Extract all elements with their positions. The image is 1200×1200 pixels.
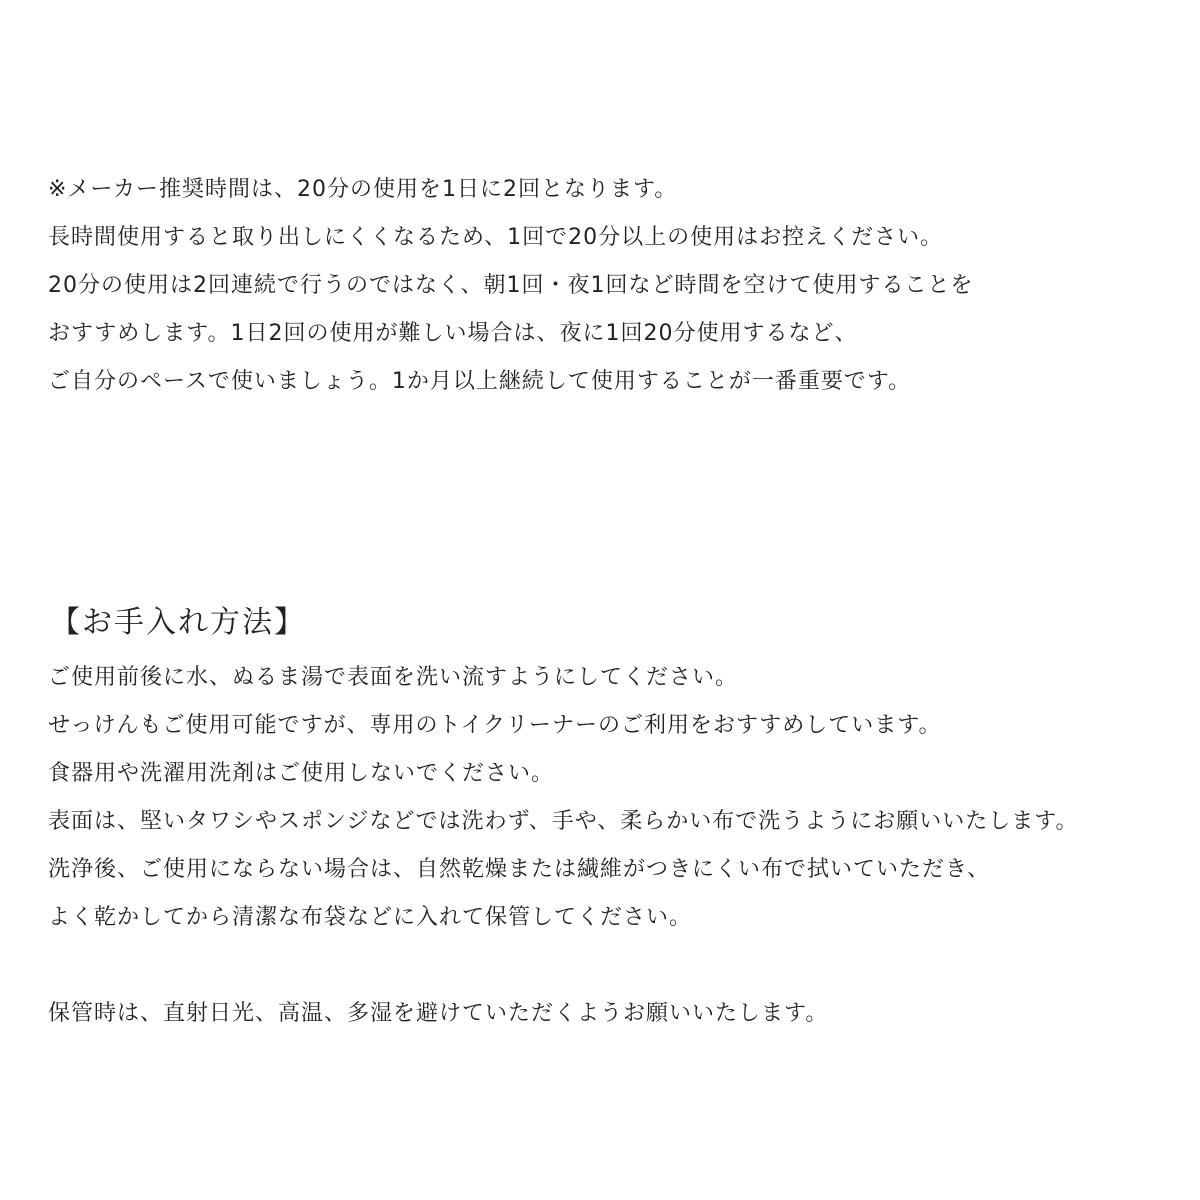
care-heading: 【お手入れ方法】 [50, 605, 306, 640]
usage-line-1: ※メーカー推奨時間は、20分の使用を1日に2回となります。 [48, 177, 678, 202]
care-line-4: 表面は、堅いタワシやスポンジなどでは洗わず、手や、柔らかい布で洗うようにお願いいたします。 [48, 809, 1079, 834]
paragraph-spacer [48, 942, 1193, 990]
care-line-3: 食器用や洗濯用洗剤はご使用しないでください。 [48, 761, 555, 786]
care-line-5: 洗浄後、ご使用にならない場合は、自然乾燥または繊維がつきにくい布で拭いていただき、 [48, 857, 991, 882]
storage-note: 保管時は、直射日光、高温、多湿を避けていただくようお願いいたします。 [48, 1001, 829, 1026]
usage-section [48, 166, 1193, 406]
usage-line-2: 長時間使用すると取り出しにくくなるため、1回で20分以上の使用はお控えください。 [48, 225, 944, 250]
care-section [48, 598, 1193, 1038]
usage-line-4: おすすめします。1日2回の使用が難しい場合は、夜に1回20分使用するなど、 [48, 321, 858, 346]
care-line-1: ご使用前後に水、ぬるま湯で表面を洗い流すようにしてください。 [48, 665, 739, 690]
care-line-2: せっけんもご使用可能ですが、専用のトイクリーナーのご利用をおすすめしています。 [48, 713, 942, 738]
usage-line-3: 20分の使用は2回連続で行うのではなく、朝1回・夜1回など時間を空けて使用することを [48, 273, 974, 298]
care-line-6: よく乾かしてから清潔な布袋などに入れて保管してください。 [48, 905, 693, 930]
usage-line-5: ご自分のペースで使いましょう。1か月以上継続して使用することが一番重要です。 [48, 369, 912, 394]
